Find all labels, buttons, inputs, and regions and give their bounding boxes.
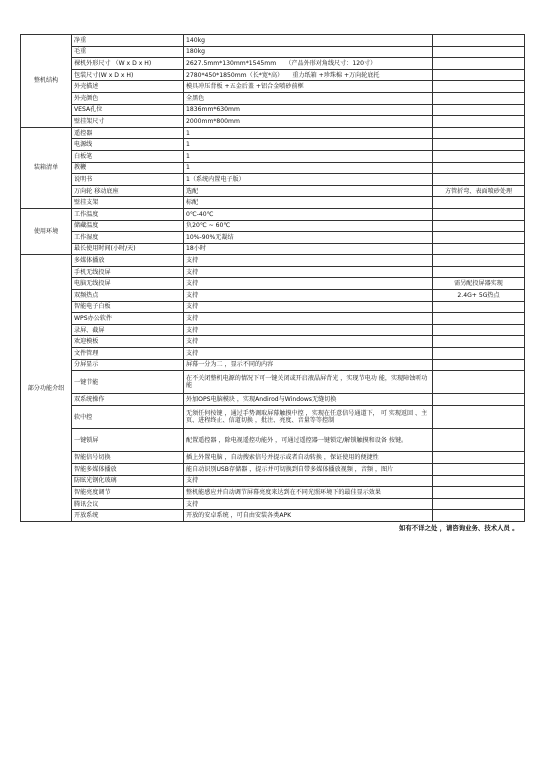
item-cell: 双频热点 — [72, 290, 184, 302]
remark-cell — [433, 104, 525, 116]
value-cell: 配置遥控器 ，除电视遥控功能外 ，可通过遥控器一键锁定/解锁触摸和设备 按键。 — [184, 429, 433, 452]
item-cell: 最长使用时间(小时/天) — [72, 243, 184, 255]
remark-cell — [433, 266, 525, 278]
footer-row — [21, 521, 525, 536]
item-cell: 万向轮 移动底座 — [72, 185, 184, 197]
table-row — [21, 81, 525, 93]
value-cell: 屏幕一分为二 ，显示不同的内容 — [184, 359, 433, 371]
remark-cell — [433, 162, 525, 174]
value-cell: 支持 — [184, 290, 433, 302]
table-row — [21, 104, 525, 116]
item-cell: 电源线 — [72, 139, 184, 151]
value-cell: 2780*450*1850mm（长*宽*高） 重力纸箱 +珍珠棉 +万向轮底托 — [184, 69, 433, 81]
item-cell: 遥控器 — [72, 127, 184, 139]
item-cell: VESA孔位 — [72, 104, 184, 116]
value-cell: 在不关闭整机电源的情况下可一键关闭或开启液晶屏背光 ，实现节电功 能，实现障蚀听功能 — [184, 371, 433, 394]
item-cell: 说明书 — [72, 174, 184, 186]
remark-cell — [433, 81, 525, 93]
table-row — [21, 313, 525, 325]
item-cell: 白板笔 — [72, 150, 184, 162]
value-cell: 1 — [184, 162, 433, 174]
remark-cell — [433, 394, 525, 406]
value-cell: 2627.5mm*130mm*1545mm （产品外形对角线尺寸：120寸） — [184, 58, 433, 70]
table-row — [21, 255, 525, 267]
item-cell: 外壳颜色 — [72, 92, 184, 104]
value-cell: 1 — [184, 150, 433, 162]
value-cell: 10%-90%无凝结 — [184, 232, 433, 244]
table-row — [21, 197, 525, 209]
remark-cell — [433, 313, 525, 325]
value-cell: 整机能感应并自动调节屏幕亮度来达到在不同光照环境下的最佳显示效果 — [184, 487, 433, 499]
remark-cell — [433, 498, 525, 510]
table-row — [21, 406, 525, 429]
value-cell: 支持 — [184, 475, 433, 487]
value-cell: 1 — [184, 139, 433, 151]
item-cell: 工作湿度 — [72, 232, 184, 244]
remark-cell — [433, 301, 525, 313]
table-row — [21, 232, 525, 244]
item-cell: 储藏温度 — [72, 220, 184, 232]
table-row — [21, 348, 525, 360]
item-cell: 腾讯会议 — [72, 498, 184, 510]
item-cell: 毛重 — [72, 46, 184, 58]
remark-cell — [433, 127, 525, 139]
value-cell: 能自动识别USB存储器 ，提示并可切换到自带多媒体播放视频 ，音频 ，图片 — [184, 463, 433, 475]
remark-cell — [433, 487, 525, 499]
category-cell: 整机结构 — [21, 35, 72, 128]
remark-cell — [433, 174, 525, 186]
remark-cell — [433, 463, 525, 475]
category-cell: 装箱清单 — [21, 127, 72, 208]
value-cell: 支持 — [184, 301, 433, 313]
value-cell: 0℃-40℃ — [184, 208, 433, 220]
remark-cell — [433, 197, 525, 209]
table-row — [21, 208, 525, 220]
item-cell: 软中控 — [72, 406, 184, 429]
remark-cell — [433, 58, 525, 70]
table-row — [21, 278, 525, 290]
value-cell: 无须任何按键 ，通过手势调取屏幕触摸中控 ，实现在任意信号通道下， 可 实现返回 、主页、进程终止、信道切换 ，批注、亮度、音量等等控制 — [184, 406, 433, 429]
table-row — [21, 324, 525, 336]
table-row — [21, 290, 525, 302]
value-cell: 插上外置电脑 ，自动搜索信号并提示或者自动转换 ，保证使用的便捷性 — [184, 452, 433, 464]
remark-cell — [433, 35, 525, 47]
table-row — [21, 58, 525, 70]
remark-cell — [433, 243, 525, 255]
table-row — [21, 150, 525, 162]
table-row — [21, 162, 525, 174]
value-cell: 140kg — [184, 35, 433, 47]
remark-cell — [433, 232, 525, 244]
value-cell: 18小时 — [184, 243, 433, 255]
remark-cell — [433, 429, 525, 452]
table-row — [21, 510, 525, 522]
remark-cell: 2.4G+ 5G热点 — [433, 290, 525, 302]
value-cell: 支持 — [184, 324, 433, 336]
value-cell: 标配 — [184, 197, 433, 209]
value-cell: 1836mm*630mm — [184, 104, 433, 116]
table-row — [21, 487, 525, 499]
item-cell: WPS办公软件 — [72, 313, 184, 325]
item-cell: 智能电子白板 — [72, 301, 184, 313]
remark-cell — [433, 475, 525, 487]
table-row — [21, 452, 525, 464]
remark-cell — [433, 116, 525, 128]
table-row — [21, 174, 525, 186]
value-cell: 180kg — [184, 46, 433, 58]
table-row — [21, 116, 525, 128]
item-cell: 外壳描述 — [72, 81, 184, 93]
item-cell: 智能亮度调节 — [72, 487, 184, 499]
item-cell: 文件管理 — [72, 348, 184, 360]
table-row — [21, 359, 525, 371]
item-cell: 电脑无线投屏 — [72, 278, 184, 290]
table-row — [21, 266, 525, 278]
item-cell: 欢迎模板 — [72, 336, 184, 348]
item-cell: 双系统操作 — [72, 394, 184, 406]
item-cell: 裸机外形尺寸 （W x D x H) — [72, 58, 184, 70]
remark-cell — [433, 359, 525, 371]
footer-note: 如有不详之处 ，请咨询业务、技术人员 。 — [21, 521, 525, 536]
remark-cell — [433, 336, 525, 348]
value-cell: 全黑色 — [184, 92, 433, 104]
item-cell: 教鞭 — [72, 162, 184, 174]
remark-cell — [433, 46, 525, 58]
remark-cell — [433, 150, 525, 162]
category-cell: 部分功能介绍 — [21, 255, 72, 522]
table-row — [21, 394, 525, 406]
table-row — [21, 35, 525, 47]
remark-cell — [433, 220, 525, 232]
item-cell: 手机无线投屏 — [72, 266, 184, 278]
table-row — [21, 498, 525, 510]
remark-cell — [433, 92, 525, 104]
table-row — [21, 243, 525, 255]
table-row — [21, 301, 525, 313]
value-cell: 开放的安卓系统 ，可自由安装各类APK — [184, 510, 433, 522]
value-cell: 模具冲压背板 +五金后盖 +铝合金喷砂前框 — [184, 81, 433, 93]
remark-cell — [433, 510, 525, 522]
value-cell: 选配 — [184, 185, 433, 197]
table-row — [21, 429, 525, 452]
value-cell: 外加OPS电脑模块 ，实现Andirod与Windows无缝切换 — [184, 394, 433, 406]
table-row — [21, 336, 525, 348]
remark-cell — [433, 255, 525, 267]
remark-cell — [433, 208, 525, 220]
remark-cell — [433, 139, 525, 151]
value-cell: 2000mm*800mm — [184, 116, 433, 128]
remark-cell — [433, 452, 525, 464]
remark-cell — [433, 69, 525, 81]
table-row — [21, 475, 525, 487]
item-cell: 净重 — [72, 35, 184, 47]
remark-cell: 需另配投屏器实现 — [433, 278, 525, 290]
category-cell: 使用环境 — [21, 208, 72, 254]
table-row — [21, 185, 525, 197]
item-cell: 智能信号切换 — [72, 452, 184, 464]
remark-cell — [433, 324, 525, 336]
item-cell: 壁挂架尺寸 — [72, 116, 184, 128]
remark-cell: 方管折弯、表面喷砂处理 — [433, 185, 525, 197]
item-cell: 开放系统 — [72, 510, 184, 522]
value-cell: 负20℃ ~ 60℃ — [184, 220, 433, 232]
table-row — [21, 139, 525, 151]
table-row — [21, 220, 525, 232]
spec-table — [20, 34, 525, 536]
spec-table-body — [21, 35, 525, 536]
value-cell: 1（系统内置电子版） — [184, 174, 433, 186]
item-cell: 防眩光钢化玻璃 — [72, 475, 184, 487]
value-cell: 支持 — [184, 348, 433, 360]
item-cell: 工作温度 — [72, 208, 184, 220]
value-cell: 支持 — [184, 313, 433, 325]
remark-cell — [433, 348, 525, 360]
value-cell: 支持 — [184, 278, 433, 290]
table-row — [21, 127, 525, 139]
value-cell: 支持 — [184, 266, 433, 278]
item-cell: 多媒体播放 — [72, 255, 184, 267]
item-cell: 一键节能 — [72, 371, 184, 394]
remark-cell — [433, 371, 525, 394]
table-row — [21, 69, 525, 81]
value-cell: 1 — [184, 127, 433, 139]
table-row — [21, 463, 525, 475]
remark-cell — [433, 406, 525, 429]
table-row — [21, 92, 525, 104]
table-row — [21, 371, 525, 394]
item-cell: 壁挂支架 — [72, 197, 184, 209]
table-row — [21, 46, 525, 58]
item-cell: 一键锁屏 — [72, 429, 184, 452]
value-cell: 支持 — [184, 255, 433, 267]
item-cell: 录屏、截屏 — [72, 324, 184, 336]
item-cell: 智能多媒体播放 — [72, 463, 184, 475]
value-cell: 支持 — [184, 336, 433, 348]
value-cell: 支持 — [184, 498, 433, 510]
item-cell: 分屏显示 — [72, 359, 184, 371]
item-cell: 包装尺寸(W x D x H) — [72, 69, 184, 81]
